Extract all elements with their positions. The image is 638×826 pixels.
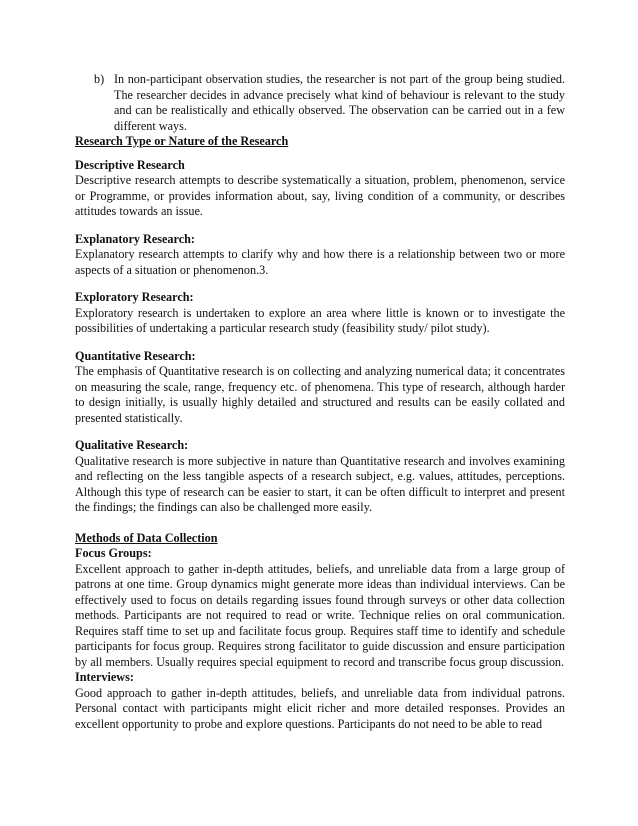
page-content bbox=[75, 72, 565, 732]
paragraph-qualitative-research: Qualitative research is more subjective in nature than Quantitative research and involves examining and reflecting on the less tangible aspects of a research subject, e.g. values, attitudes, perceptions. Although this type of research can be easier to start, it can be often difficult to interpret and present the findings; the findings can also be challenged more easily. bbox=[75, 453, 565, 514]
heading-explanatory-research: Explanatory Research: bbox=[75, 231, 195, 246]
section-title-research-type: Research Type or Nature of the Research bbox=[75, 134, 289, 148]
heading-quantitative-research: Quantitative Research: bbox=[75, 348, 196, 363]
heading-interviews: Interviews: bbox=[75, 670, 134, 684]
list-marker: b) bbox=[94, 72, 105, 86]
paragraph-explanatory-research: Explanatory research attempts to clarify why and how there is a relationship between two or more aspects of a situation or phenomenon.3. bbox=[75, 247, 565, 277]
paragraph-descriptive-research: Descriptive research attempts to describe systematically a situation, problem, phenomenon, service or Programme, or provides information about, say, living condition of a community, or describes attitudes towards an issue. bbox=[75, 173, 565, 218]
heading-exploratory-research: Exploratory Research: bbox=[75, 290, 194, 304]
paragraph-focus-groups: Excellent approach to gather in-depth attitudes, beliefs, and unreliable data from a large group of patrons at one time. Group dynamics might generate more ideas than individual interviews. Can be effectively used to focus on details regarding issues found through surveys or other data collection methods. Participants are not required to read or write. Technique relies on oral communication. Requires staff time to set up and facilitate focus group. Requires staff time to identify and schedule participants for focus group. Requires strong facilitator to guide discussion and ensure participation by all members. Usually requires special equipment to record and transcribe focus group discussion. bbox=[75, 561, 565, 669]
paragraph-quantitative-research: The emphasis of Quantitative research is on collecting and analyzing numerical data; it concentrates on measuring the scale, range, frequency etc. of phenomena. This type of research, although harder to design initially, is usually highly detailed and structured and results can be easily collated and presented statistically. bbox=[75, 364, 565, 425]
list-item-text: In non-participant observation studies, the researcher is not part of the group being studied. The researcher decides in advance precisely what kind of behaviour is relevant to the study and can be realistically and ethically observed. The observation can be carried out in a few different ways. bbox=[114, 72, 565, 133]
section-spacer bbox=[75, 516, 565, 531]
heading-descriptive-research: Descriptive Research bbox=[75, 157, 185, 172]
paragraph-interviews: Good approach to gather in-depth attitudes, beliefs, and unreliable data from individual patrons. Personal contact with participants might elicit richer and more detailed responses. Provides an excellent opportunity to probe and explore questions. Participants do not need to be able to read bbox=[75, 685, 565, 731]
list-item-b bbox=[75, 72, 565, 134]
heading-focus-groups: Focus Groups: bbox=[75, 546, 152, 560]
section-title-data-collection: Methods of Data Collection bbox=[75, 530, 218, 545]
paragraph-exploratory-research: Exploratory research is undertaken to explore an area where little is known or to investigate the possibilities of undertaking a particular research study (feasibility study/ pilot study). bbox=[75, 305, 565, 335]
heading-qualitative-research: Qualitative Research: bbox=[75, 438, 189, 452]
